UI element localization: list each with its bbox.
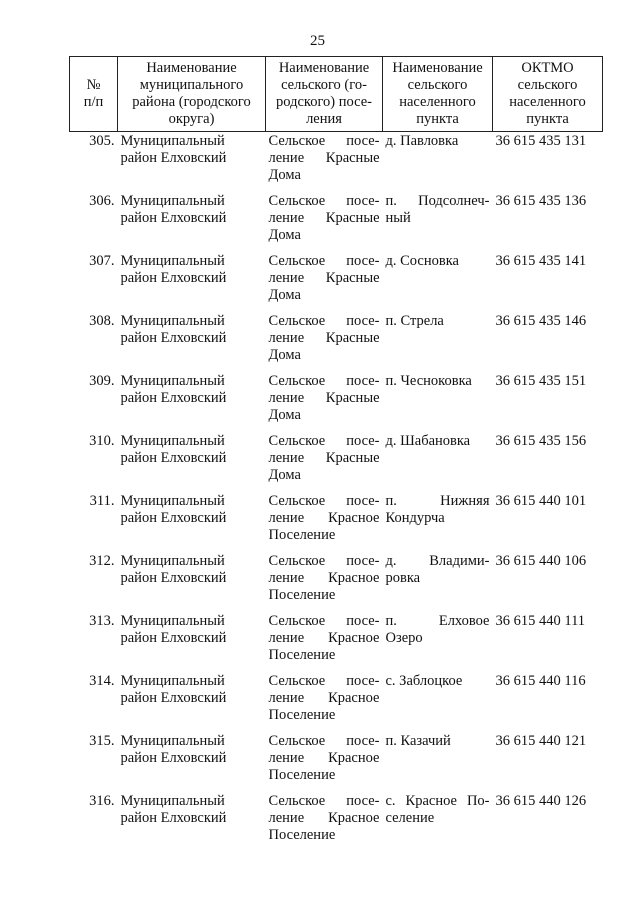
rayon-line: район Елховский [120, 150, 227, 166]
pos-line: Дома [268, 466, 301, 483]
pos-line: Поселение [268, 586, 336, 603]
header-line: округа) [168, 111, 215, 127]
pos-line: ление Красное [268, 629, 380, 646]
rayon-cell [118, 492, 266, 552]
pos-line: ление Красные [268, 150, 380, 166]
punkt-cell [383, 492, 493, 552]
pos-line: Сельское посе- [268, 192, 380, 209]
rayon-cell [118, 792, 266, 852]
table-body [70, 132, 603, 852]
rayon-line: Муниципальный [120, 732, 225, 749]
pos-line: Поселение [268, 706, 336, 723]
rayon-line: район Елховский [120, 509, 227, 526]
header-line: пункта [416, 111, 459, 127]
punkt-cell [383, 612, 493, 672]
pos-line: Дома [268, 346, 301, 363]
pos-line: Сельское посе- [268, 133, 380, 149]
pos-line: Сельское посе- [268, 612, 380, 629]
oktmo-cell: 36 615 435 146 [495, 312, 587, 329]
row-number: 308. [89, 312, 115, 329]
table-row [70, 132, 603, 192]
punkt-line: д. Павловка [385, 133, 459, 149]
poselenie-cell [266, 492, 383, 552]
rayon-line: район Елховский [120, 389, 227, 406]
table-row [70, 672, 603, 732]
header-line: ОКТМО [521, 60, 574, 76]
header-line: Наименование [146, 60, 237, 76]
header-line: сельского [517, 77, 578, 93]
rayon-line: Муниципальный [120, 133, 225, 149]
punkt-line: п. Нижняя [385, 492, 490, 509]
oktmo-cell: 36 615 435 141 [495, 252, 587, 269]
header-poselenie [266, 57, 383, 132]
poselenie-cell [266, 552, 383, 612]
row-number: 313. [89, 612, 115, 629]
pos-line: ление Красное [268, 569, 380, 586]
punkt-cell [383, 672, 493, 732]
punkt-line: Кондурча [385, 509, 445, 526]
header-line: сельского (го- [281, 77, 367, 93]
pos-line: Поселение [268, 646, 336, 663]
pos-line: ление Красное [268, 509, 380, 526]
poselenie-cell [266, 612, 383, 672]
poselenie-cell [266, 732, 383, 792]
table-row [70, 492, 603, 552]
oktmo-cell: 36 615 440 126 [495, 792, 587, 809]
punkt-line: п. Чесноковка [385, 372, 472, 389]
table-row [70, 792, 603, 852]
rayon-cell [118, 132, 266, 192]
pos-line: ление Красные [268, 209, 380, 226]
poselenie-cell [266, 132, 383, 192]
punkt-line: п. Казачий [385, 732, 451, 749]
pos-line: Сельское посе- [268, 252, 380, 269]
header-line: № [86, 77, 101, 93]
rayon-line: Муниципальный [120, 492, 225, 509]
rayon-line: Муниципальный [120, 312, 225, 329]
pos-line: ление Красное [268, 809, 380, 826]
punkt-line: д. Владими- [385, 552, 490, 569]
rayon-line: Муниципальный [120, 372, 225, 389]
row-number: 312. [89, 552, 115, 569]
rayon-cell [118, 612, 266, 672]
rayon-line: Муниципальный [120, 192, 225, 209]
rayon-line: район Елховский [120, 269, 227, 286]
rayon-cell [118, 192, 266, 252]
poselenie-cell [266, 192, 383, 252]
oktmo-cell: 36 615 440 106 [495, 552, 587, 569]
table-header-row [70, 57, 603, 132]
pos-line: ление Красное [268, 689, 380, 706]
oktmo-cell: 36 615 435 156 [495, 432, 587, 449]
table-row [70, 372, 603, 432]
row-number: 306. [89, 192, 115, 209]
punkt-line: селение [385, 809, 435, 826]
punkt-line: п. Подсолнеч- [385, 192, 490, 209]
pos-line: ление Красные [268, 449, 380, 466]
rayon-line: район Елховский [120, 689, 227, 706]
header-line: ления [306, 111, 342, 127]
pos-line: Поселение [268, 766, 336, 783]
rayon-line: район Елховский [120, 329, 227, 346]
header-line: района (городского [132, 94, 251, 110]
table-row [70, 432, 603, 492]
header-rayon [118, 57, 266, 132]
rayon-line: Муниципальный [120, 432, 225, 449]
poselenie-cell [266, 672, 383, 732]
punkt-cell [383, 732, 493, 792]
pos-line: Поселение [268, 826, 336, 843]
punkt-cell [383, 432, 493, 492]
poselenie-cell [266, 312, 383, 372]
punkt-cell [383, 252, 493, 312]
pos-line: Сельское посе- [268, 312, 380, 329]
rayon-line: район Елховский [120, 809, 227, 826]
punkt-line: Озеро [385, 629, 423, 646]
rayon-line: район Елховский [120, 209, 227, 226]
punkt-cell [383, 132, 493, 192]
rayon-line: район Елховский [120, 569, 227, 586]
header-punkt [383, 57, 493, 132]
header-line: населенного [509, 94, 586, 110]
rayon-line: район Елховский [120, 749, 227, 766]
poselenie-cell [266, 432, 383, 492]
pos-line: Сельское посе- [268, 732, 380, 749]
rayon-cell [118, 552, 266, 612]
rayon-cell [118, 312, 266, 372]
punkt-line: ровка [385, 569, 421, 586]
rayon-cell [118, 372, 266, 432]
rayon-cell [118, 432, 266, 492]
row-number: 309. [89, 372, 115, 389]
rayon-cell [118, 672, 266, 732]
punkt-line: ный [385, 209, 411, 226]
rayon-cell [118, 732, 266, 792]
header-oktmo [493, 57, 603, 132]
row-number: 316. [89, 792, 115, 809]
header-line: населенного [399, 94, 476, 110]
table-row [70, 612, 603, 672]
rayon-line: Муниципальный [120, 612, 225, 629]
pos-line: Сельское посе- [268, 792, 380, 809]
row-number: 310. [89, 432, 115, 449]
row-number: 305. [89, 133, 115, 149]
pos-line: Дома [268, 286, 301, 303]
pos-line: ление Красное [268, 749, 380, 766]
header-line: пункта [526, 111, 569, 127]
punkt-line: с. Заблоцкое [385, 672, 463, 689]
row-number: 311. [89, 492, 115, 509]
header-line: муниципального [139, 77, 244, 93]
rayon-line: Муниципальный [120, 552, 225, 569]
punkt-cell [383, 312, 493, 372]
header-number [70, 57, 118, 132]
punkt-line: с. Красное По- [385, 792, 490, 809]
pos-line: Сельское посе- [268, 552, 380, 569]
pos-line: Дома [268, 406, 301, 423]
oktmo-cell: 36 615 435 151 [495, 372, 587, 389]
row-number: 307. [89, 252, 115, 269]
rayon-line: район Елховский [120, 629, 227, 646]
punkt-line: п. Стрела [385, 312, 444, 329]
pos-line: Сельское посе- [268, 432, 380, 449]
rayon-line: район Елховский [120, 449, 227, 466]
pos-line: Поселение [268, 526, 336, 543]
pos-line: Сельское посе- [268, 672, 380, 689]
table-row [70, 552, 603, 612]
page-number: 25 [310, 33, 325, 49]
table-row [70, 192, 603, 252]
punkt-cell [383, 372, 493, 432]
pos-line: Сельское посе- [268, 372, 380, 389]
oktmo-cell: 36 615 440 101 [495, 492, 587, 509]
punkt-cell [383, 192, 493, 252]
header-line: п/п [83, 94, 104, 110]
table-row [70, 312, 603, 372]
punkt-cell [383, 552, 493, 612]
rayon-line: Муниципальный [120, 792, 225, 809]
header-line: сельского [407, 77, 468, 93]
oktmo-cell: 36 615 435 131 [495, 133, 587, 149]
header-line: Наименование [278, 60, 370, 76]
header-line: Наименование [392, 60, 483, 76]
header-line: родского) посе- [276, 94, 372, 110]
row-number: 314. [89, 672, 115, 689]
punkt-cell [383, 792, 493, 852]
pos-line: Дома [268, 226, 301, 243]
pos-line: ление Красные [268, 389, 380, 406]
table-row [70, 732, 603, 792]
oktmo-cell: 36 615 440 111 [495, 612, 586, 629]
table-row [70, 252, 603, 312]
pos-line: Дома [268, 167, 301, 183]
poselenie-cell [266, 372, 383, 432]
rayon-cell [118, 252, 266, 312]
oktmo-cell: 36 615 440 116 [495, 672, 586, 689]
punkt-line: п. Елховое [385, 612, 490, 629]
oktmo-cell: 36 615 435 136 [495, 192, 587, 209]
oktmo-cell: 36 615 440 121 [495, 732, 587, 749]
poselenie-cell [266, 792, 383, 852]
punkt-line: д. Шабановка [385, 432, 471, 449]
rayon-line: Муниципальный [120, 252, 225, 269]
pos-line: Сельское посе- [268, 492, 380, 509]
pos-line: ление Красные [268, 269, 380, 286]
poselenie-cell [266, 252, 383, 312]
settlements-table [69, 56, 603, 852]
pos-line: ление Красные [268, 329, 380, 346]
punkt-line: д. Сосновка [385, 252, 459, 269]
row-number: 315. [89, 732, 115, 749]
rayon-line: Муниципальный [120, 672, 225, 689]
